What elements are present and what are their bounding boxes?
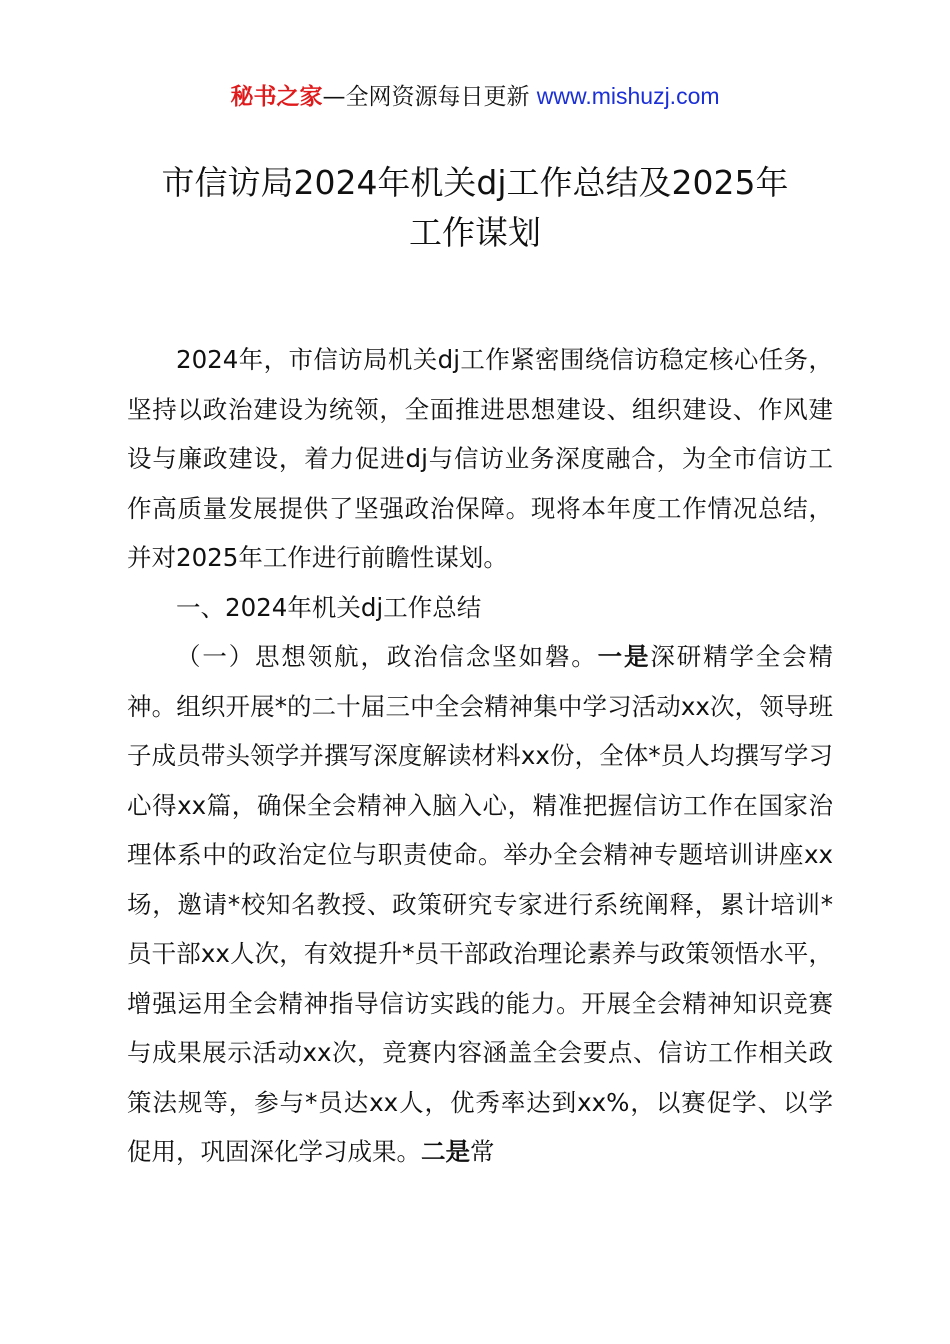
subsection-heading: （一）思想领航，政治信念坚如磐。 — [176, 642, 598, 671]
document-title — [100, 158, 850, 258]
site-tagline: —全网资源每日更新 — [322, 84, 537, 110]
subsection-paragraph — [127, 632, 833, 1177]
point-text: 常 — [470, 1137, 495, 1166]
point-text: 深研精学全会精神。组织开展*的二十届三中全会精神集中学习活动xx次，领导班子成员带头领学并撰写深度解读材料xx份，全体*员人均撰写学习心得xx篇，确保全会精神入脑入心，精准把握信访工作在国家治理体系中的政治定位与职责使命。举办全会精神专题培训讲座xx场，邀请*校知名教授、政策研究专家进行系统阐释，累计培训*员干部xx人次，有效提升*员干部政治理论素养与政策领悟水平，增强运用全会精神指导信访实践的能力。开展全会精神知识竞赛与成果展示活动xx次，竞赛内容涵盖全会要点、信访工作相关政策法规等，参与*员达xx人，优秀率达到xx%，以赛促学、以学促用，巩固深化学习成果。 — [127, 642, 834, 1166]
point-label: 一是 — [597, 642, 651, 671]
intro-paragraph: 2024年，市信访局机关dj工作紧密围绕信访稳定核心任务，坚持以政治建设为统领，全面推进思想建设、组织建设、作风建设与廉政建设，着力促进dj与信访业务深度融合，为全市信访工作高质量发展提供了坚强政治保障。现将本年度工作情况总结，并对2025年工作进行前瞻性谋划。 — [127, 345, 833, 572]
section-heading: 一、2024年机关dj工作总结 — [176, 592, 482, 622]
site-header — [0, 80, 950, 113]
site-brand: 秘书之家 — [230, 84, 323, 110]
document-body — [127, 335, 833, 1177]
site-url-link[interactable]: www.mishuzj.com — [536, 83, 720, 109]
point-label: 二是 — [421, 1137, 470, 1166]
document-title-line2: 工作谋划 — [409, 213, 541, 252]
document-title-line1: 市信访局2024年机关dj工作总结及2025年 — [161, 163, 789, 202]
